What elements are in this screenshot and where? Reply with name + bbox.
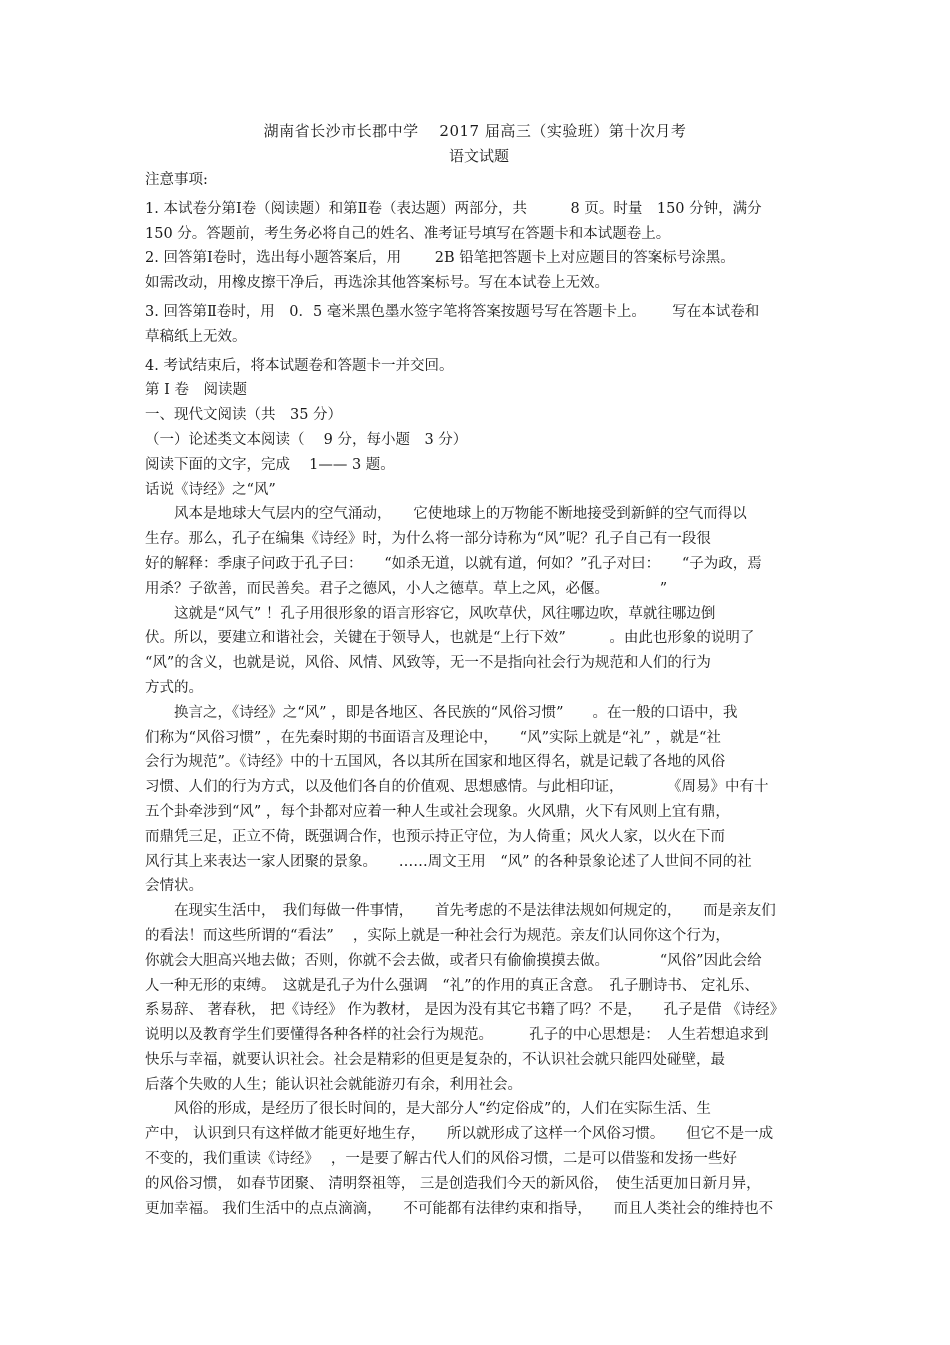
article-line: “风”的含义，也就是说，风俗、风情、风致等，无一不是指向社会行为规范和人们的行为	[145, 655, 711, 672]
article-line: 人一种无形的束缚。 这就是孔子为什么强调 “礼”的作用的真正含意。 孔子删诗书、 定礼乐、	[145, 977, 759, 994]
article-line: 换言之，《诗经》之“风” ，即是各地区、各民族的“风俗习惯” 。在一般的口语中，我	[145, 704, 738, 721]
exam-title: 湖南省长沙市长郡中学 2017 届高三（实验班）第十次月考	[263, 122, 687, 140]
note-item-2-line-2: 如需改动，用橡皮擦干净后，再选涂其他答案标号。写在本试卷上无效。	[145, 275, 609, 292]
article-line: 更加幸福。 我们生活中的点点滴滴， 不可能都有法律约束和指导， 而且人类社会的维持也不	[145, 1200, 774, 1217]
article-line: 产中， 认识到只有这样做才能更好地生存， 所以就形成了这样一个风俗习惯。 但它不是一成	[145, 1126, 774, 1143]
article-line: 后落个失败的人生；能认识社会就能游刃有余，利用社会。	[145, 1076, 522, 1093]
note-item-3-line-2: 草稿纸上无效。	[145, 328, 247, 345]
article-line: 们称为“风俗习惯” ，在先秦时期的书面语言及理论中， “风”实际上就是“礼” ，就是“社	[145, 729, 721, 746]
note-item-1-line-2: 150 分。答题前，考生务必将自己的姓名、准考证号填写在答题卡和本试题卷上。	[145, 225, 671, 242]
article-line: 风本是地球大气层内的空气涌动， 它使地球上的万物能不断地接受到新鲜的空气而得以	[145, 506, 747, 523]
article-line: 的风俗习惯， 如春节团聚、 清明祭祖等， 三是创造我们今天的新风俗， 使生活更加日新月异，	[145, 1175, 761, 1192]
exam-body	[145, 168, 800, 1221]
article-line: 你就会大胆高兴地去做；否则，你就不会去做，或者只有偷偷摸摸去做。 “风俗”因此会给	[145, 952, 762, 969]
article-line: 伏。所以，要建立和谐社会，关键在于领导人，也就是“上行下效” 。由此也形象的说明了	[145, 630, 755, 647]
article-line: 的看法！而这些所谓的“看法” ，实际上就是一种社会行为规范。亲友们认同你这个行为，	[145, 927, 730, 944]
article-line: 用杀？子欲善，而民善矣。君子之德风，小人之德草。草上之风，必偃。 ”	[145, 580, 668, 597]
article-line: 方式的。	[145, 679, 203, 696]
article-line: 快乐与幸福，就要认识社会。社会是精彩的但更是复杂的，不认识社会就只能四处碰壁，最	[145, 1051, 725, 1068]
article-line: 习惯、人们的行为方式，以及他们各自的价值观、思想感情。与此相印证， 《周易》中有十	[145, 779, 769, 796]
note-item-2-line-1: 2. 回答第Ⅰ卷时，选出每小题答案后，用 2B 铅笔把答题卡上对应题目的答案标号涂黑。	[145, 250, 735, 267]
article-line: 生存。那么，孔子在编集《诗经》时，为什么将一部分诗称为“风”呢？孔子自己有一段很	[145, 531, 711, 548]
article-line: 在现实生活中， 我们每做一件事情， 首先考虑的不是法律法规如何规定的， 而是亲友们	[145, 903, 776, 920]
article-line: 而鼎凭三足，正立不倚，既强调合作，也预示持正守位，为人倚重；风火人家，以火在下而	[145, 828, 725, 845]
section-heading: 一、现代文阅读（共 35 分）	[145, 407, 343, 424]
reading-instruction: 阅读下面的文字，完成 1—— 3 题。	[145, 456, 395, 473]
article-line: 会行为规范”。《诗经》中的十五国风，各以其所在国家和地区得名，就是记载了各地的风俗	[145, 754, 726, 771]
subsection-heading: （一）论述类文本阅读（ 9 分，每小题 3 分）	[145, 431, 468, 448]
article-line: 不变的，我们重读《诗经》 ，一是要了解古代人们的风俗习惯，二是可以借鉴和发扬一些好	[145, 1151, 737, 1168]
article-line: 会情状。	[145, 878, 203, 895]
note-item-4: 4. 考试结束后，将本试题卷和答题卡一并交回。	[145, 357, 454, 374]
part-heading: 第 I 卷 阅读题	[145, 382, 247, 399]
article-line: 风俗的形成，是经历了很长时间的，是大部分人“约定俗成”的，人们在实际生活、生	[145, 1101, 711, 1118]
article-title: 话说《诗经》之“风”	[145, 481, 276, 498]
note-item-1-line-1: 1. 本试卷分第Ⅰ卷（阅读题）和第Ⅱ卷（表达题）两部分，共 8 页。时量 150 分钟，满分	[145, 200, 762, 217]
article-line: 五个卦牵涉到“风” ，每个卦都对应着一种人生或社会现象。火风鼎，火下有风则上宜有鼎，	[145, 803, 730, 820]
note-item-3-line-1: 3. 回答第Ⅱ卷时，用 0．5 毫米黑色墨水签字笔将答案按题号写在答题卡上。 写在本试卷和	[145, 303, 760, 320]
exam-subtitle: 语文试题	[448, 147, 509, 165]
notes-heading: 注意事项:	[145, 172, 208, 188]
article-line: 好的解释：季康子问政于孔子曰： “如杀无道，以就有道，何如？”孔子对曰： “子为政，焉	[145, 555, 762, 572]
article-line: 这就是“风气” ！孔子用很形象的语言形容它，风吹草伏，风往哪边吹，草就往哪边倒	[145, 605, 716, 622]
article-line: 系易辞、 著春秋， 把《诗经》 作为教材， 是因为没有其它书籍了吗？不是， 孔子是借 《诗经》	[145, 1002, 785, 1019]
article-line: 风行其上来表达一家人团聚的景象。 ……周文王用 “风” 的各种景象论述了人世间不同的社	[145, 853, 752, 870]
article-line: 说明以及教育学生们要懂得各种各样的社会行为规范。 孔子的中心思想是： 人生若想追求到	[145, 1027, 769, 1044]
